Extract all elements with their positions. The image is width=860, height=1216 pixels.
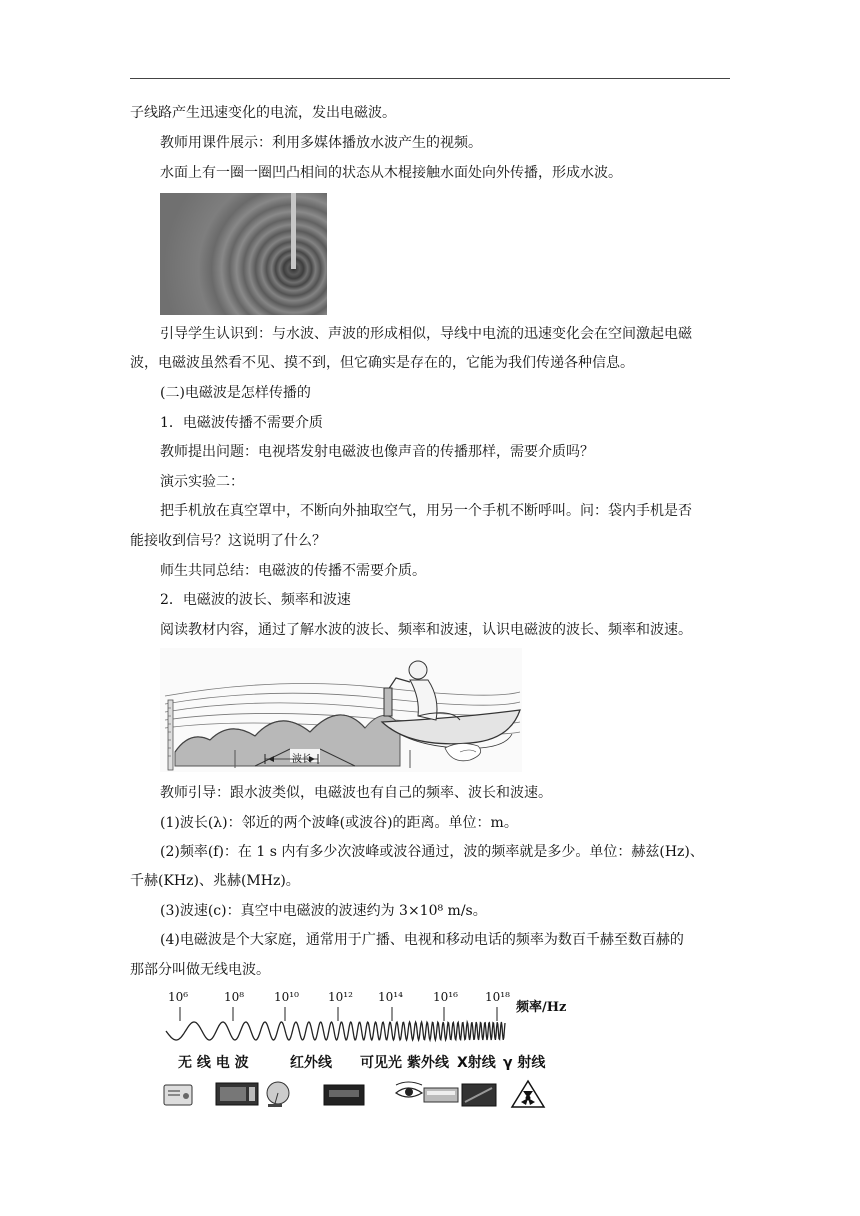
microwave-oven-icon [216, 1083, 258, 1105]
paragraph: 千赫(KHz)、兆赫(MHz)。 [130, 873, 300, 889]
band-label: 紫外线 [407, 1055, 449, 1071]
band-label: 红外线 [290, 1055, 332, 1071]
paragraph: (1)波长(λ)：邻近的两个波峰(或波谷)的距离。单位：m。 [160, 815, 518, 831]
water-ripple-photo [160, 193, 327, 315]
fluorescent-lamp-icon [424, 1088, 458, 1102]
paragraph: 演示实验二： [160, 474, 244, 490]
spectrum-tick: 10⁶ [168, 990, 189, 1004]
paragraph: (3)波速(c)：真空中电磁波的波速约为 3×10⁸ m/s。 [160, 903, 487, 919]
paragraph: 教师提出问题：电视塔发射电磁波也像声音的传播那样，需要介质吗？ [160, 444, 594, 460]
em-spectrum-diagram [160, 985, 572, 1110]
spectrum-tick: 10¹⁴ [378, 990, 403, 1004]
paragraph: 教师引导：跟水波类似，电磁波也有自己的频率、波长和波速。 [160, 785, 552, 801]
paragraph: (2)频率(f)：在 1 s 内有多少次波峰或波谷通过，波的频率就是多少。单位：赫兹(Hz)、 [160, 844, 704, 860]
paragraph: 阅读教材内容，通过了解水波的波长、频率和波速，认识电磁波的波长、频率和波速。 [160, 622, 692, 638]
water-wave-illustration [160, 648, 522, 772]
wavelength-label: 波长 [292, 754, 312, 765]
subsection-heading: 1．电磁波传播不需要介质 [160, 415, 323, 431]
band-label: X射线 [457, 1055, 496, 1071]
spectrum-tick: 10¹⁸ [485, 990, 510, 1004]
spectrum-tick: 10¹⁶ [433, 990, 458, 1004]
paragraph: 水面上有一圈一圈凹凸相间的状态从木棍接触水面处向外传播，形成水波。 [160, 165, 622, 181]
spectrum-tick: 10¹⁰ [274, 990, 299, 1004]
band-label: 无 线 电 波 [178, 1055, 249, 1071]
paragraph: 师生共同总结：电磁波的传播不需要介质。 [160, 563, 426, 579]
radio-icon [164, 1085, 192, 1105]
spectrum-tick: 10¹² [328, 990, 353, 1004]
toaster-oven-icon [324, 1085, 364, 1105]
band-label: 可见光 [360, 1055, 402, 1071]
spectrum-tick: 10⁸ [224, 990, 245, 1004]
paragraph: 引导学生认识到：与水波、声波的形成相似，导线中电流的迅速变化会在空间激起电磁 [160, 326, 692, 342]
frequency-axis-label: 频率/Hz [516, 1000, 567, 1015]
paragraph: 那部分叫做无线电波。 [130, 962, 270, 978]
paragraph: (4)电磁波是个大家庭，通常用于广播、电视和移动电话的频率为数百千赫至数百赫的 [160, 932, 684, 948]
paragraph: 子线路产生迅速变化的电流，发出电磁波。 [130, 105, 396, 121]
paragraph: 波，电磁波虽然看不见、摸不到，但它确实是存在的，它能为我们传递各种信息。 [130, 355, 634, 371]
x-ray-film-icon [462, 1084, 496, 1106]
paragraph: 能接收到信号？这说明了什么？ [130, 533, 326, 549]
paragraph: 教师用课件展示：利用多媒体播放水波产生的视频。 [160, 135, 482, 151]
wooden-stick [291, 193, 296, 269]
paragraph: 把手机放在真空罩中，不断向外抽取空气，用另一个手机不断呼叫。问：袋内手机是否 [160, 503, 692, 519]
section-heading: (二)电磁波是怎样传播的 [160, 385, 311, 401]
band-label: γ 射线 [503, 1055, 546, 1071]
header-rule [130, 78, 730, 79]
subsection-heading: 2．电磁波的波长、频率和波速 [160, 592, 351, 608]
